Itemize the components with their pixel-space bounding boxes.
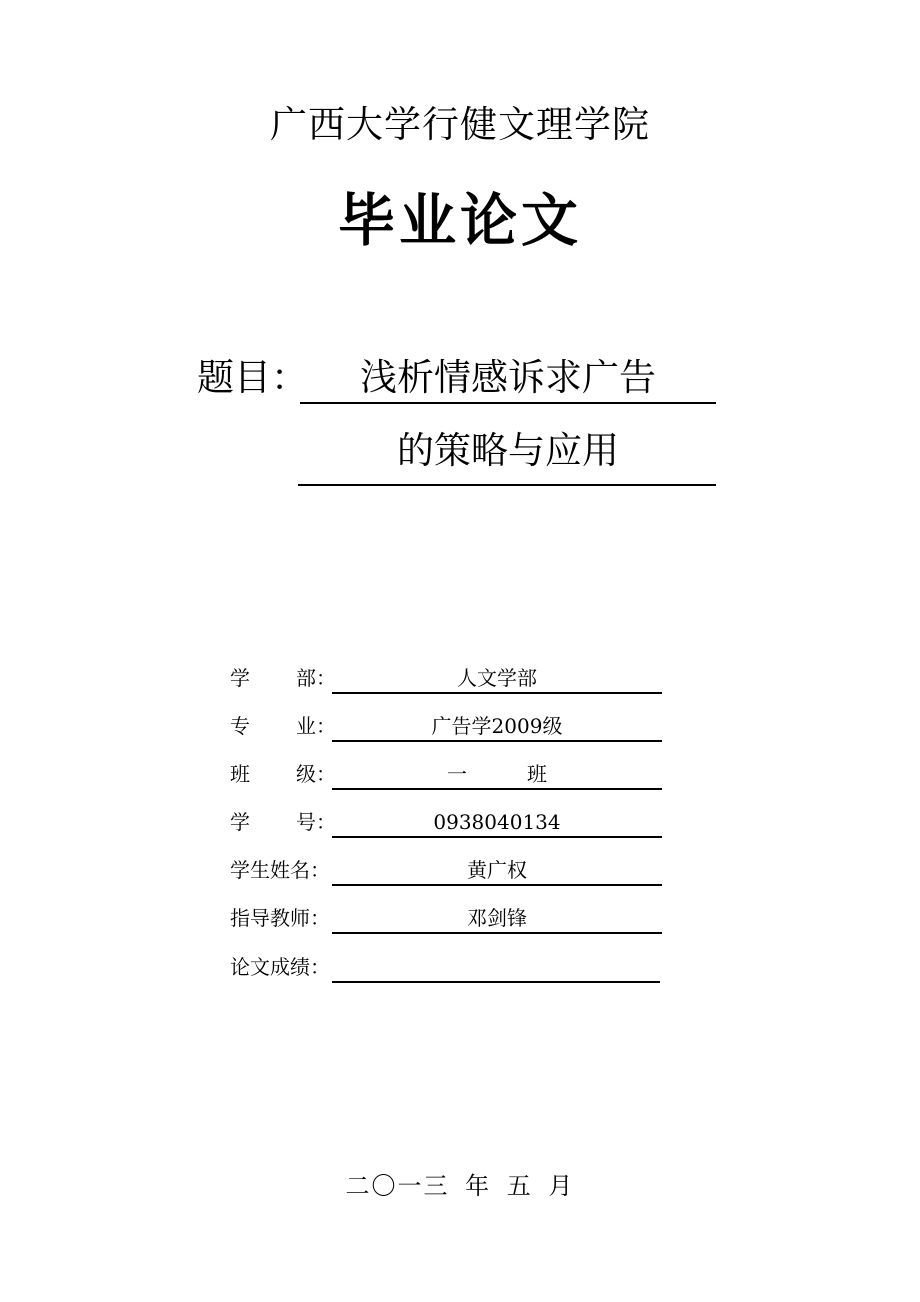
thesis-title-line-2: 的策略与应用 — [397, 429, 619, 472]
advisor-value: 邓剑锋 — [467, 906, 527, 930]
major-value: 广告学2009级 — [431, 714, 563, 738]
submission-date: 二〇一三 年 五 月 — [345, 1172, 575, 1200]
student-name-value: 黄广权 — [467, 858, 527, 882]
student-id-value: 0938040134 — [433, 810, 561, 834]
advisor-underline — [332, 932, 662, 934]
student-name-underline — [332, 884, 662, 886]
student-id-underline — [332, 836, 662, 838]
grade-underline — [332, 981, 660, 983]
school-name: 广西大学行健文理学院 — [270, 103, 650, 146]
document-type-title: 毕业论文 — [338, 188, 582, 254]
title-label: 题目： — [197, 356, 308, 399]
department-value: 人文学部 — [457, 666, 537, 690]
class-value: 一 班 — [447, 762, 547, 786]
class-underline — [332, 788, 662, 790]
title-underline-1 — [300, 402, 716, 404]
major-underline — [332, 740, 662, 742]
department-underline — [332, 692, 662, 694]
thesis-title-line-1: 浅析情感诉求广告 — [360, 356, 656, 399]
title-underline-2 — [298, 484, 716, 486]
thesis-cover-page: 广西大学行健文理学院 毕业论文 题目： 浅析情感诉求广告 的策略与应用 学 部： 人文学部 专 业： 广告学2009级 班 级： 一 班 学 号： 0938040134 学生姓名： 黄广权 指导教师： 邓剑锋 论文成绩： 二〇一三 年 五 月 — [0, 0, 920, 1302]
